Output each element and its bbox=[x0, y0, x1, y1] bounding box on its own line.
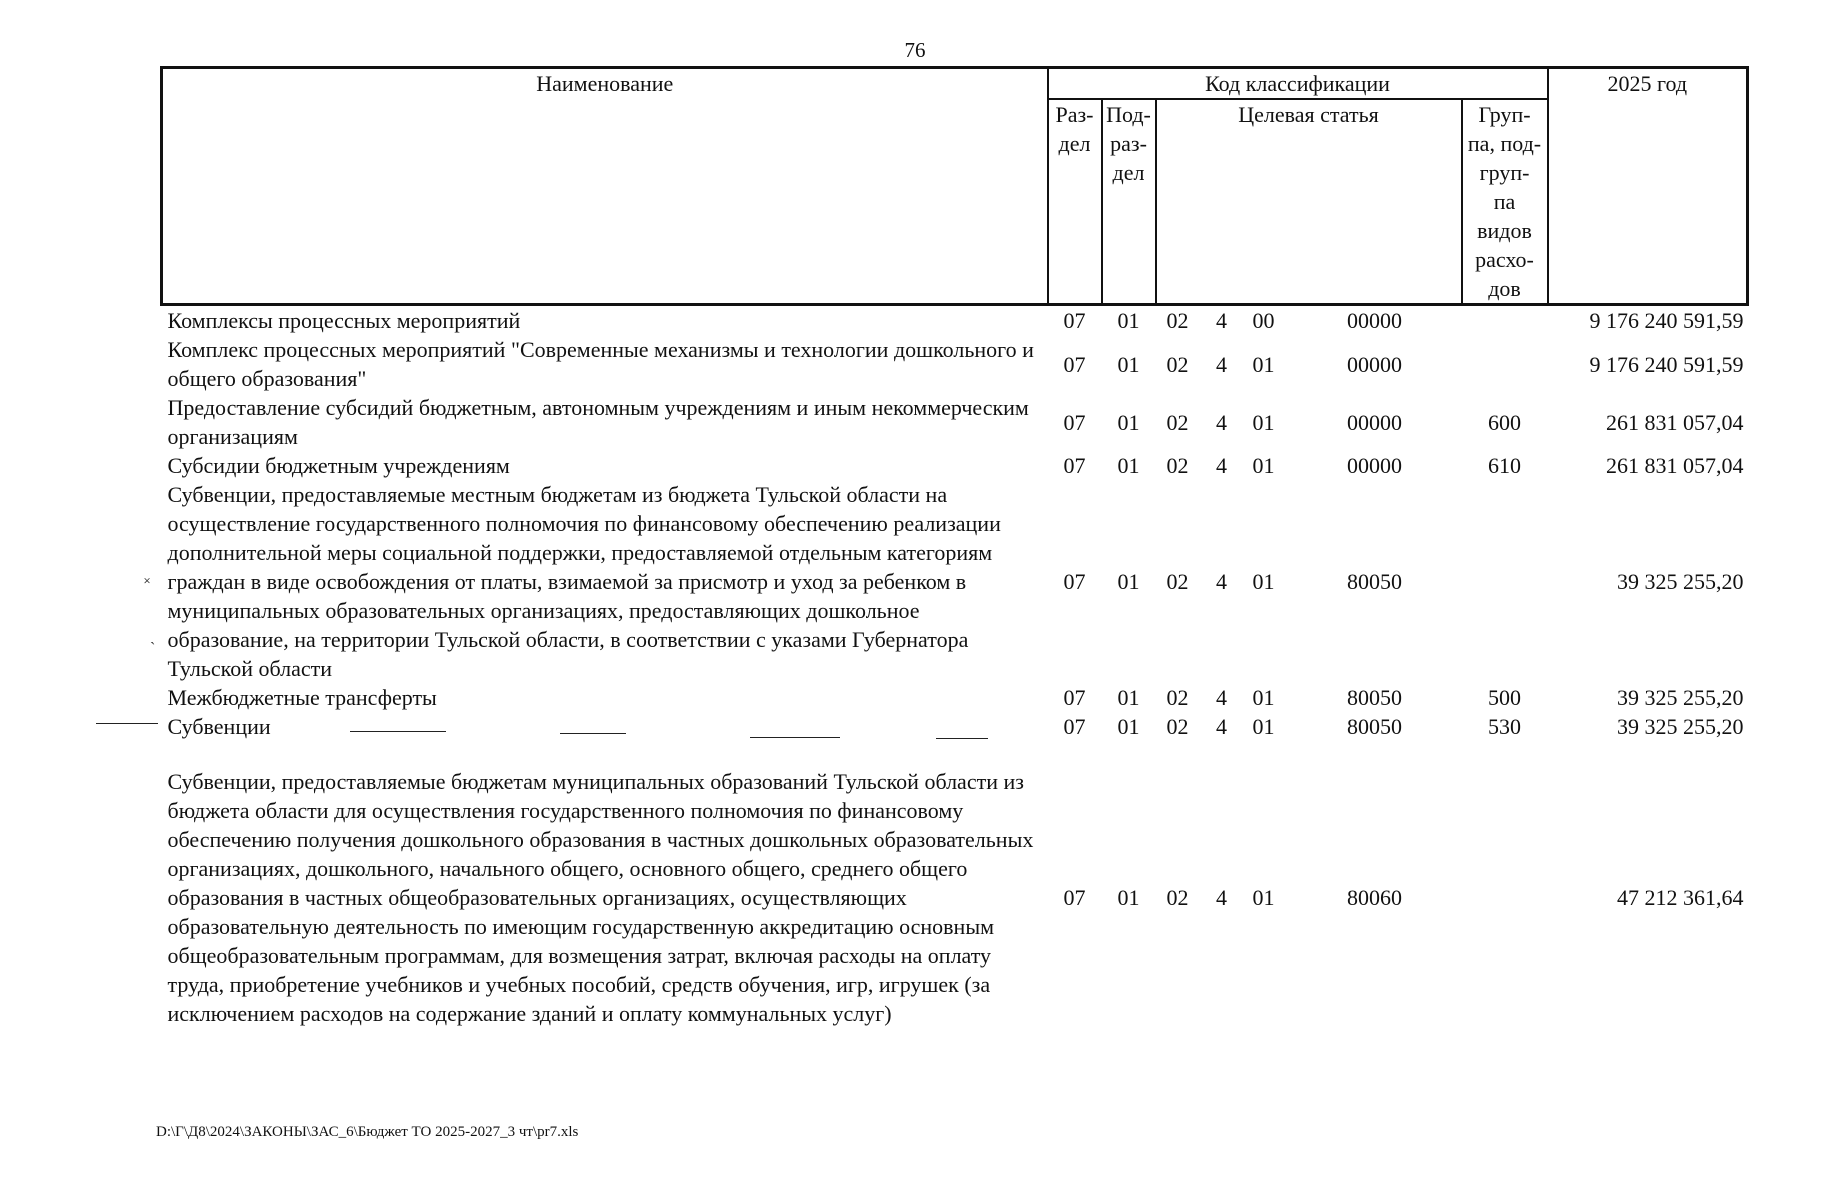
row-target-complex: 01 bbox=[1252, 714, 1275, 739]
row-target-program: 02 bbox=[1166, 409, 1189, 435]
pen-mark bbox=[936, 738, 988, 739]
table-row bbox=[162, 683, 1748, 712]
table-row bbox=[162, 393, 1748, 451]
row-target bbox=[1156, 480, 1462, 683]
pen-tick-mark: ˟ bbox=[144, 576, 151, 593]
row-target-complex: 01 bbox=[1252, 351, 1275, 377]
row-amount: 9 176 240 591,59 bbox=[1589, 308, 1744, 333]
row-name: Комплексы процессных мероприятий bbox=[167, 308, 521, 333]
row-target-direction: 00000 bbox=[1347, 409, 1402, 435]
row-target-complex: 00 bbox=[1252, 308, 1275, 333]
row-target-program: 02 bbox=[1166, 714, 1189, 739]
table-row bbox=[162, 305, 1748, 336]
row-target-program: 02 bbox=[1166, 308, 1189, 333]
row-razdel: 07 bbox=[1063, 569, 1086, 594]
row-target-spacer bbox=[1284, 712, 1330, 741]
row-podrazdel: 01 bbox=[1117, 714, 1140, 739]
row-target-type: 4 bbox=[1216, 569, 1227, 594]
row-target bbox=[1156, 712, 1462, 741]
row-target bbox=[1156, 451, 1462, 480]
row-target-direction: 80050 bbox=[1347, 569, 1402, 594]
row-podrazdel: 01 bbox=[1117, 308, 1140, 333]
row-target bbox=[1156, 305, 1462, 336]
row-target-type: 4 bbox=[1216, 351, 1227, 377]
pen-mark bbox=[350, 731, 446, 732]
row-target-spacer bbox=[1284, 350, 1330, 379]
pen-tick-mark: ˏ bbox=[150, 628, 156, 645]
header-razdel: Раз- дел bbox=[1048, 99, 1102, 305]
header-podrazdel: Под- раз- дел bbox=[1102, 99, 1156, 305]
row-razdel: 07 bbox=[1063, 308, 1086, 333]
row-target-type: 4 bbox=[1216, 409, 1227, 435]
header-code: Код классификации bbox=[1048, 68, 1548, 100]
row-target-spacer bbox=[1284, 883, 1330, 912]
row-name: Комплекс процессных мероприятий "Современные механизмы и технологии дошкольного и общего образования" bbox=[167, 337, 1034, 391]
row-podrazdel: 01 bbox=[1117, 685, 1140, 710]
file-path-footer: D:\Г\Д8\2024\ЗАКОНЫ\ЗАС_6\Бюджет ТО 2025-2027_3 чт\pr7.xls bbox=[156, 1124, 579, 1140]
row-podrazdel: 01 bbox=[1117, 569, 1140, 594]
row-group bbox=[1462, 305, 1548, 336]
row-amount: 9 176 240 591,59 bbox=[1589, 351, 1744, 377]
table-row bbox=[162, 480, 1748, 683]
row-target-program: 02 bbox=[1166, 685, 1189, 710]
row-target-direction: 80050 bbox=[1347, 714, 1402, 739]
pen-mark bbox=[560, 733, 626, 734]
row-podrazdel: 01 bbox=[1117, 351, 1140, 377]
row-group bbox=[1462, 480, 1548, 683]
row-target-program: 02 bbox=[1166, 569, 1189, 594]
row-amount: 39 325 255,20 bbox=[1617, 569, 1744, 594]
row-target bbox=[1156, 393, 1462, 451]
row-razdel: 07 bbox=[1063, 685, 1086, 710]
row-target-program: 02 bbox=[1166, 351, 1189, 377]
row-target-spacer bbox=[1284, 451, 1330, 480]
row-razdel: 07 bbox=[1063, 409, 1086, 435]
pen-mark bbox=[750, 737, 840, 738]
row-name: Межбюджетные трансферты bbox=[167, 685, 437, 710]
row-target-direction: 80060 bbox=[1347, 885, 1402, 910]
row-target-spacer bbox=[1284, 408, 1330, 437]
table-row bbox=[162, 712, 1748, 741]
row-target-complex: 01 bbox=[1252, 885, 1275, 910]
header-year: 2025 год bbox=[1548, 68, 1748, 305]
header-group: Груп- па, под- груп- па видов расхо- дов bbox=[1462, 99, 1548, 305]
row-razdel: 07 bbox=[1063, 885, 1086, 910]
row-group bbox=[1462, 335, 1548, 393]
row-group bbox=[1462, 767, 1548, 1028]
row-name: Субвенции, предоставляемые местным бюджетам из бюджета Тульской области на осуществление государственного полномочия по финансовому обеспечению реализации дополнительной меры социальной поддержки, предоставляемой отдельным категориям граждан в виде освобождения от платы, взимаемой за присмотр и уход за ребенком в муниципальных образовательных организациях, предоставляющих дошкольное образование, на территории Тульской области, в соответствии с указами Губернатора Тульской области bbox=[167, 482, 1001, 681]
row-name: Субсидии бюджетным учреждениям bbox=[167, 453, 510, 478]
row-target-spacer bbox=[1284, 683, 1330, 712]
row-target-complex: 01 bbox=[1252, 685, 1275, 710]
row-group: 610 bbox=[1488, 453, 1522, 478]
row-amount: 39 325 255,20 bbox=[1617, 714, 1744, 739]
row-group: 600 bbox=[1488, 409, 1522, 435]
row-target bbox=[1156, 335, 1462, 393]
row-target-complex: 01 bbox=[1252, 453, 1275, 478]
row-target-type: 4 bbox=[1216, 685, 1227, 710]
row-target-type: 4 bbox=[1216, 885, 1227, 910]
row-amount: 39 325 255,20 bbox=[1617, 685, 1744, 710]
budget-table bbox=[160, 66, 1749, 1028]
row-target-type: 4 bbox=[1216, 714, 1227, 739]
row-amount: 261 831 057,04 bbox=[1606, 409, 1744, 435]
row-name: Предоставление субсидий бюджетным, автономным учреждениям и иным некоммерческим организациям bbox=[167, 395, 1029, 449]
row-podrazdel: 01 bbox=[1117, 885, 1140, 910]
row-razdel: 07 bbox=[1063, 453, 1086, 478]
row-target-direction: 00000 bbox=[1347, 351, 1402, 377]
table-row bbox=[162, 767, 1748, 1028]
spacer-row bbox=[162, 741, 1748, 767]
row-name: Субвенции bbox=[167, 714, 271, 739]
page-number: 76 bbox=[904, 38, 926, 62]
row-podrazdel: 01 bbox=[1117, 453, 1140, 478]
row-target-type: 4 bbox=[1216, 308, 1227, 333]
pen-mark bbox=[96, 723, 158, 724]
table-body bbox=[162, 305, 1748, 1029]
row-target-spacer bbox=[1284, 567, 1330, 596]
row-group: 530 bbox=[1488, 714, 1522, 739]
row-target bbox=[1156, 767, 1462, 1028]
row-amount: 47 212 361,64 bbox=[1617, 885, 1744, 910]
table-header bbox=[162, 68, 1748, 305]
row-razdel: 07 bbox=[1063, 714, 1086, 739]
row-target-type: 4 bbox=[1216, 453, 1227, 478]
row-target-direction: 00000 bbox=[1347, 453, 1402, 478]
row-target-complex: 01 bbox=[1252, 409, 1275, 435]
row-target-program: 02 bbox=[1166, 453, 1189, 478]
row-target-complex: 01 bbox=[1252, 569, 1275, 594]
row-razdel: 07 bbox=[1063, 351, 1086, 377]
header-name: Наименование bbox=[162, 68, 1048, 305]
row-target-spacer bbox=[1284, 306, 1330, 335]
row-target bbox=[1156, 683, 1462, 712]
row-group: 500 bbox=[1488, 685, 1522, 710]
row-amount: 261 831 057,04 bbox=[1606, 453, 1744, 478]
table-row bbox=[162, 335, 1748, 393]
row-target-direction: 80050 bbox=[1347, 685, 1402, 710]
row-name: Субвенции, предоставляемые бюджетам муниципальных образований Тульской области из бюджета области для осуществления государственного полномочия по финансовому обеспечению получения дошкольного образования в частных дошкольных образовательных организациях, дошкольного, начального общего, основного общего, среднего общего образования в частных общеобразовательных организациях, осуществляющих образовательную деятельность по имеющим государственную аккредитацию основным общеобразовательным программам, для возмещения затрат, включая расходы на оплату труда, приобретение учебников и учебных пособий, средств обучения, игр, игрушек (за исключением расходов на содержание зданий и оплату коммунальных услуг) bbox=[167, 769, 1034, 1026]
header-target: Целевая статья bbox=[1156, 99, 1462, 305]
row-podrazdel: 01 bbox=[1117, 409, 1140, 435]
row-target-program: 02 bbox=[1166, 885, 1189, 910]
table-row bbox=[162, 451, 1748, 480]
row-target-direction: 00000 bbox=[1347, 308, 1402, 333]
